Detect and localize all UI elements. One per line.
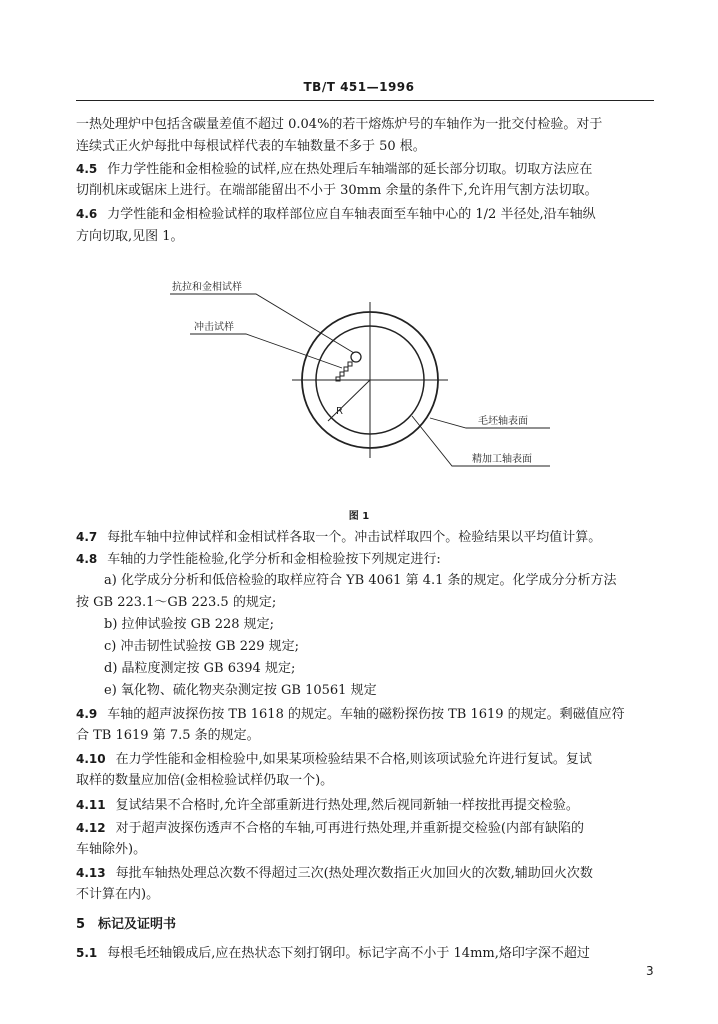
clause-number: 4.8 — [76, 552, 98, 566]
tensile-specimen-label: 抗拉和金相试样 — [172, 282, 242, 293]
paragraph-line: 方向切取,见图 1。 — [76, 229, 184, 244]
clause-4-5 — [76, 158, 666, 181]
list-item-b: b) 拉伸试验按 GB 228 规定; — [104, 617, 275, 632]
clause-text: 在力学性能和金相检验中,如果某项检验结果不合格,则该项试验允许进行复试。复试 — [115, 752, 592, 767]
clause-number: 4.6 — [76, 207, 98, 221]
clause-number: 5.1 — [76, 946, 98, 960]
paragraph-line: 连续式正火炉每批中每根试样代表的车轴数量不多于 50 根。 — [76, 139, 426, 154]
clause-number: 4.10 — [76, 752, 106, 766]
clause-4-9 — [76, 703, 666, 726]
impact-specimen-mark — [340, 372, 344, 376]
clause-text: 每批车轴中拉伸试样和金相试样各取一个。冲击试样取四个。检验结果以平均值计算。 — [107, 530, 602, 545]
clause-text: 车轴的超声波探伤按 TB 1618 的规定。车轴的磁粉探伤按 TB 1619 的规定。剩磁值应符 — [107, 707, 625, 722]
radius-line — [328, 380, 370, 421]
clause-text: 每根毛坯轴锻成后,应在热状态下刻打钢印。标记字高不小于 14mm,烙印字深不超过 — [107, 946, 590, 961]
paragraph-line: 车轴除外)。 — [76, 842, 147, 857]
figure-caption: 图 1 — [348, 511, 370, 522]
clause-5-1 — [76, 942, 666, 965]
clause-4-13 — [76, 862, 666, 885]
list-item-d: d) 晶粒度测定按 GB 6394 规定; — [104, 661, 296, 676]
clause-text: 车轴的力学性能检验,化学分析和金相检验按下列规定进行: — [107, 552, 441, 567]
paragraph-line: 取样的数量应加倍(金相检验试样仍取一个)。 — [76, 773, 334, 788]
figure-1-axle-cross-section — [150, 268, 570, 483]
clause-number: 4.12 — [76, 821, 106, 835]
list-item-e: e) 氧化物、硫化物夹杂测定按 GB 10561 规定 — [104, 683, 377, 698]
clause-text: 力学性能和金相检验试样的取样部位应自车轴表面至车轴中心的 1/2 半径处,沿车轴纵 — [107, 207, 596, 222]
paragraph-line: 按 GB 223.1～GB 223.5 的规定; — [76, 595, 277, 610]
clause-number: 4.7 — [76, 530, 98, 544]
impact-specimen-mark — [344, 367, 348, 371]
clause-4-11 — [76, 794, 666, 817]
tensile-specimen-mark — [351, 352, 361, 362]
list-item-a: a) 化学成分分析和低倍检验的取样应符合 YB 4061 第 4.1 条的规定。化学成分分析方法 — [104, 573, 617, 588]
clause-4-7 — [76, 526, 666, 549]
rough-surface-label: 毛坯轴表面 — [478, 416, 528, 427]
clause-4-6 — [76, 203, 666, 226]
paragraph-line: 不计算在内)。 — [76, 887, 160, 902]
impact-specimen-label: 冲击试样 — [194, 322, 234, 333]
clause-number: 4.11 — [76, 798, 106, 812]
clause-number: 4.9 — [76, 707, 98, 721]
header-rule — [76, 100, 654, 101]
page-number: 3 — [646, 964, 654, 978]
finished-surface-label: 精加工轴表面 — [472, 454, 532, 465]
paragraph-line: 合 TB 1619 第 7.5 条的规定。 — [76, 728, 260, 743]
clause-text: 对于超声波探伤透声不合格的车轴,可再进行热处理,并重新提交检验(内部有缺陷的 — [115, 821, 584, 836]
clause-text: 作力学性能和金相检验的试样,应在热处理后车轴端部的延长部分切取。切取方法应在 — [107, 162, 593, 177]
clause-text: 复试结果不合格时,允许全部重新进行热处理,然后视同新轴一样按批再提交检验。 — [115, 798, 579, 813]
list-item-c: c) 冲击韧性试验按 GB 229 规定; — [104, 639, 300, 654]
standard-code-header: TB/T 451—1996 — [303, 80, 415, 94]
clause-4-8 — [76, 548, 666, 571]
clause-text: 每批车轴热处理总次数不得超过三次(热处理次数指正火加回火的次数,辅助回火次数 — [115, 866, 593, 881]
radius-label: R — [336, 406, 343, 417]
clause-4-12 — [76, 817, 666, 840]
section-heading: 5 标记及证明书 — [76, 917, 177, 932]
impact-specimen-mark — [348, 362, 352, 366]
clause-4-10 — [76, 748, 666, 771]
paragraph-line: 切削机床或锯床上进行。在端部能留出不小于 30mm 余量的条件下,允许用气割方法切取。 — [76, 183, 598, 198]
clause-number: 4.13 — [76, 866, 106, 880]
clause-number: 4.5 — [76, 162, 98, 176]
paragraph-line: 一热处理炉中包括含碳量差值不超过 0.04%的若干熔炼炉号的车轴作为一批交付检验。对于 — [76, 117, 603, 132]
